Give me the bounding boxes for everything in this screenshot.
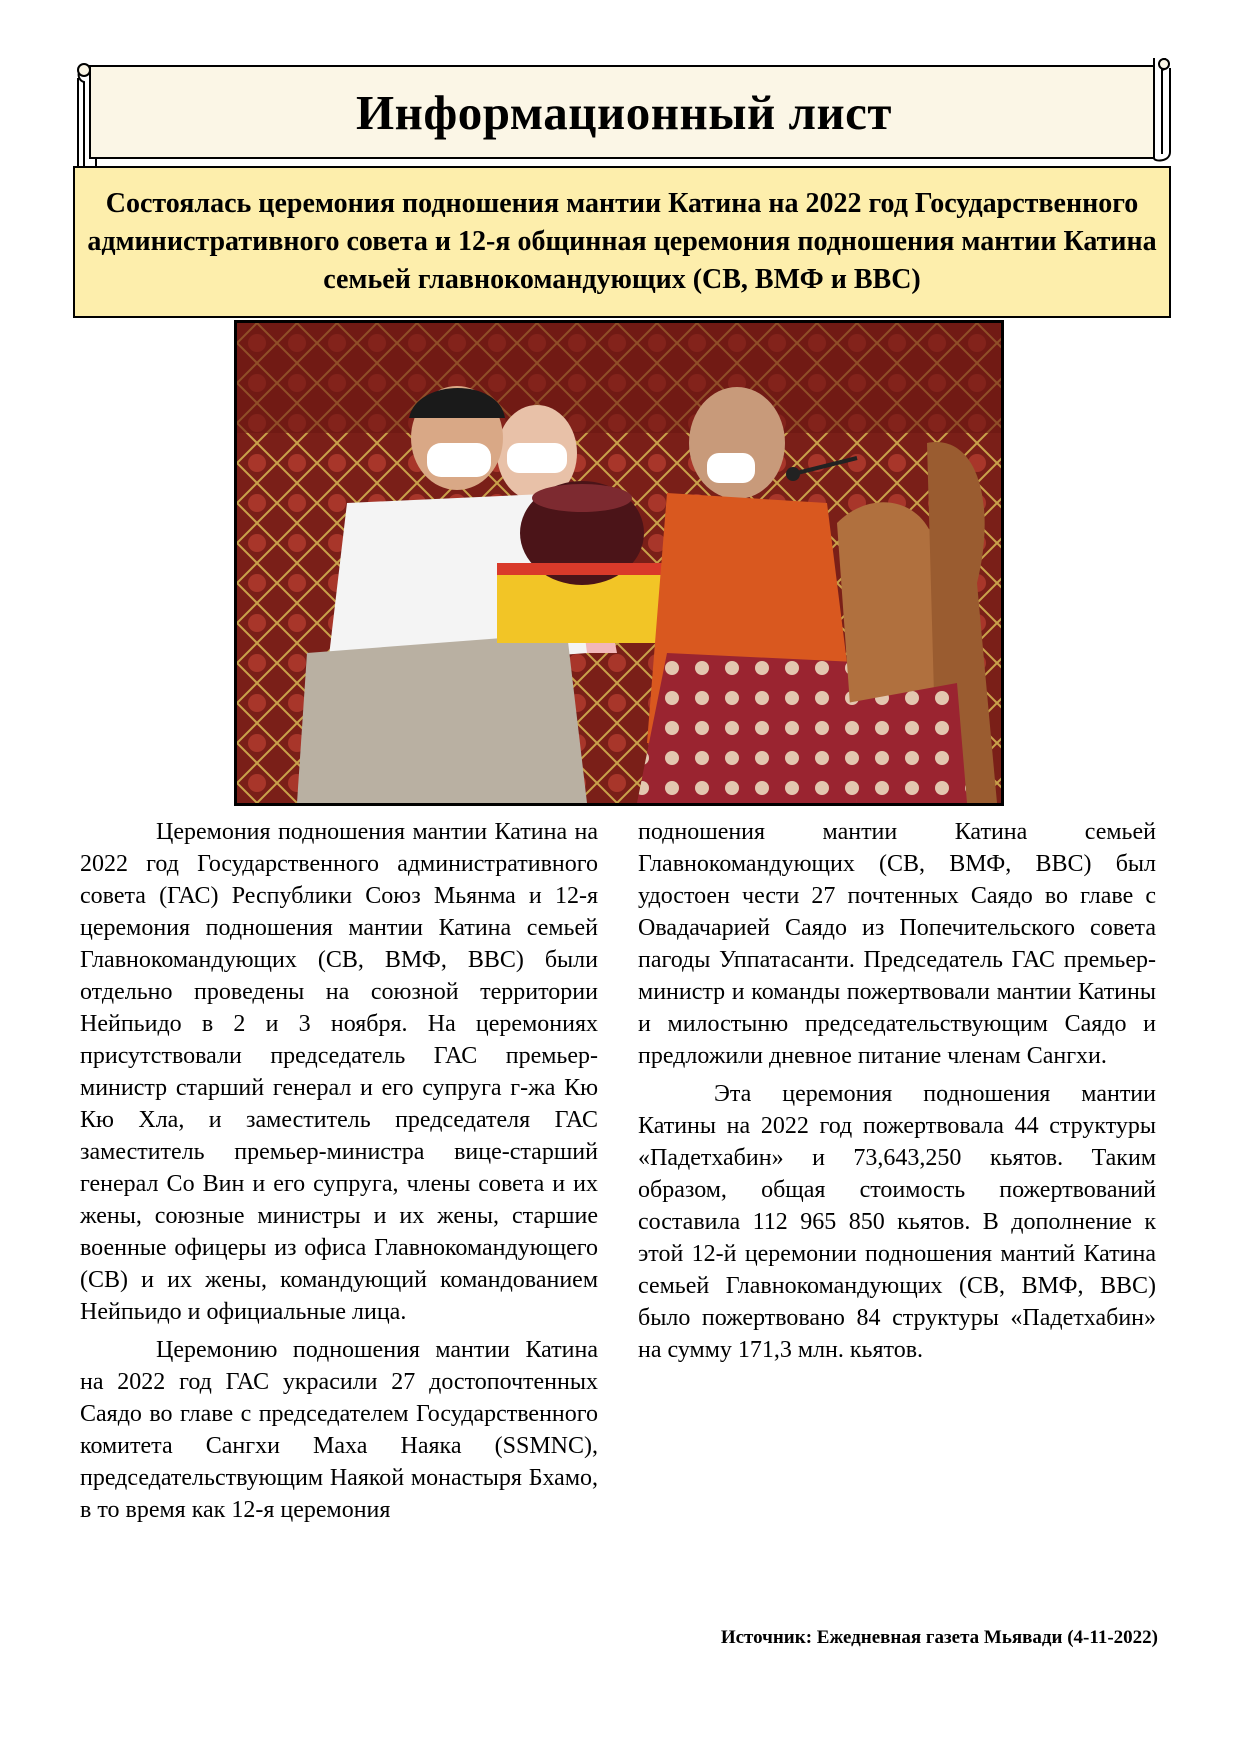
title-banner <box>72 58 1176 174</box>
paragraph: Церемония подношения мантии Катина на 2022 год Государственного административного совета (ГАС) Республики Союз Мьянма и 12-я церемония подношения мантии Катина семьей Главнокомандующих (СВ, ВМФ, ВВС) были отдельно проведены на союзной территории Нейпьидо в 2 и 3 ноября. На церемониях присутствовали председатель ГАС премьер-министр старший генерал и его супруга г-жа Кю Кю Хла, и заместитель председателя ГАС заместитель премьер-министра вице-старший генерал Со Вин и его супруга, члены совета и их жены, союзные министры и их жены, старшие военные офицеры из офиса Главнокомандующего (СВ) и их жены, командующий командованием Нейпьидо и официальные лица. <box>80 819 598 1325</box>
paragraph: подношения мантии Катина семьей Главнокомандующих (СВ, ВМФ, ВВС) был удостоен чести 27 почтенных Саядо во главе с Овадачарией Саядо из Попечительского совета пагоды Уппатасанти. Председатель ГАС премьер-министр и команды пожертвовали мантии Катины и милостыню председательствующим Саядо и предложили дневное питание членам Сангхи. <box>638 819 1156 1069</box>
paragraph: Церемонию подношения мантии Катина на 2022 год ГАС украсили 27 достопочтенных Саядо во главе с председателем Государственного комитета Сангхи Маха Наяка (SSMNC), председательствующим Наякой монастыря Бхамо, в то время как 12-я церемония <box>80 1337 598 1523</box>
page-title: Информационный лист <box>355 85 892 140</box>
paragraph: Эта церемония подношения мантии Катины на 2022 год пожертвовала 44 структуры «Падетхабин» и 73,643,250 кьятов. Таким образом, общая стоимость пожертвований составила 112 965 850 кьятов. В дополнение к этой 12-й церемонии подношения мантий Катина семьей Главнокомандующих (СВ, ВМФ, ВВС) было пожертвовано 84 структуры «Падетхабин» на сумму 171,3 млн. кьятов. <box>638 1081 1156 1363</box>
source-credit: Источник: Ежедневная газета Мьявади (4-11-2022) <box>720 1627 1158 1648</box>
headline-text: Состоялась церемония подношения мантии Катина на 2022 год Государственного административного совета и 12-я общинная церемония подношения мантии Катина семьей главнокомандующих (СВ, ВМФ и ВВС) <box>87 188 1157 295</box>
article-right-column <box>638 816 1156 1372</box>
headline-box <box>73 166 1171 318</box>
article-left-column <box>80 816 598 1532</box>
ceremony-photo <box>234 320 1004 806</box>
ceremony-photo-icon <box>237 323 1001 803</box>
